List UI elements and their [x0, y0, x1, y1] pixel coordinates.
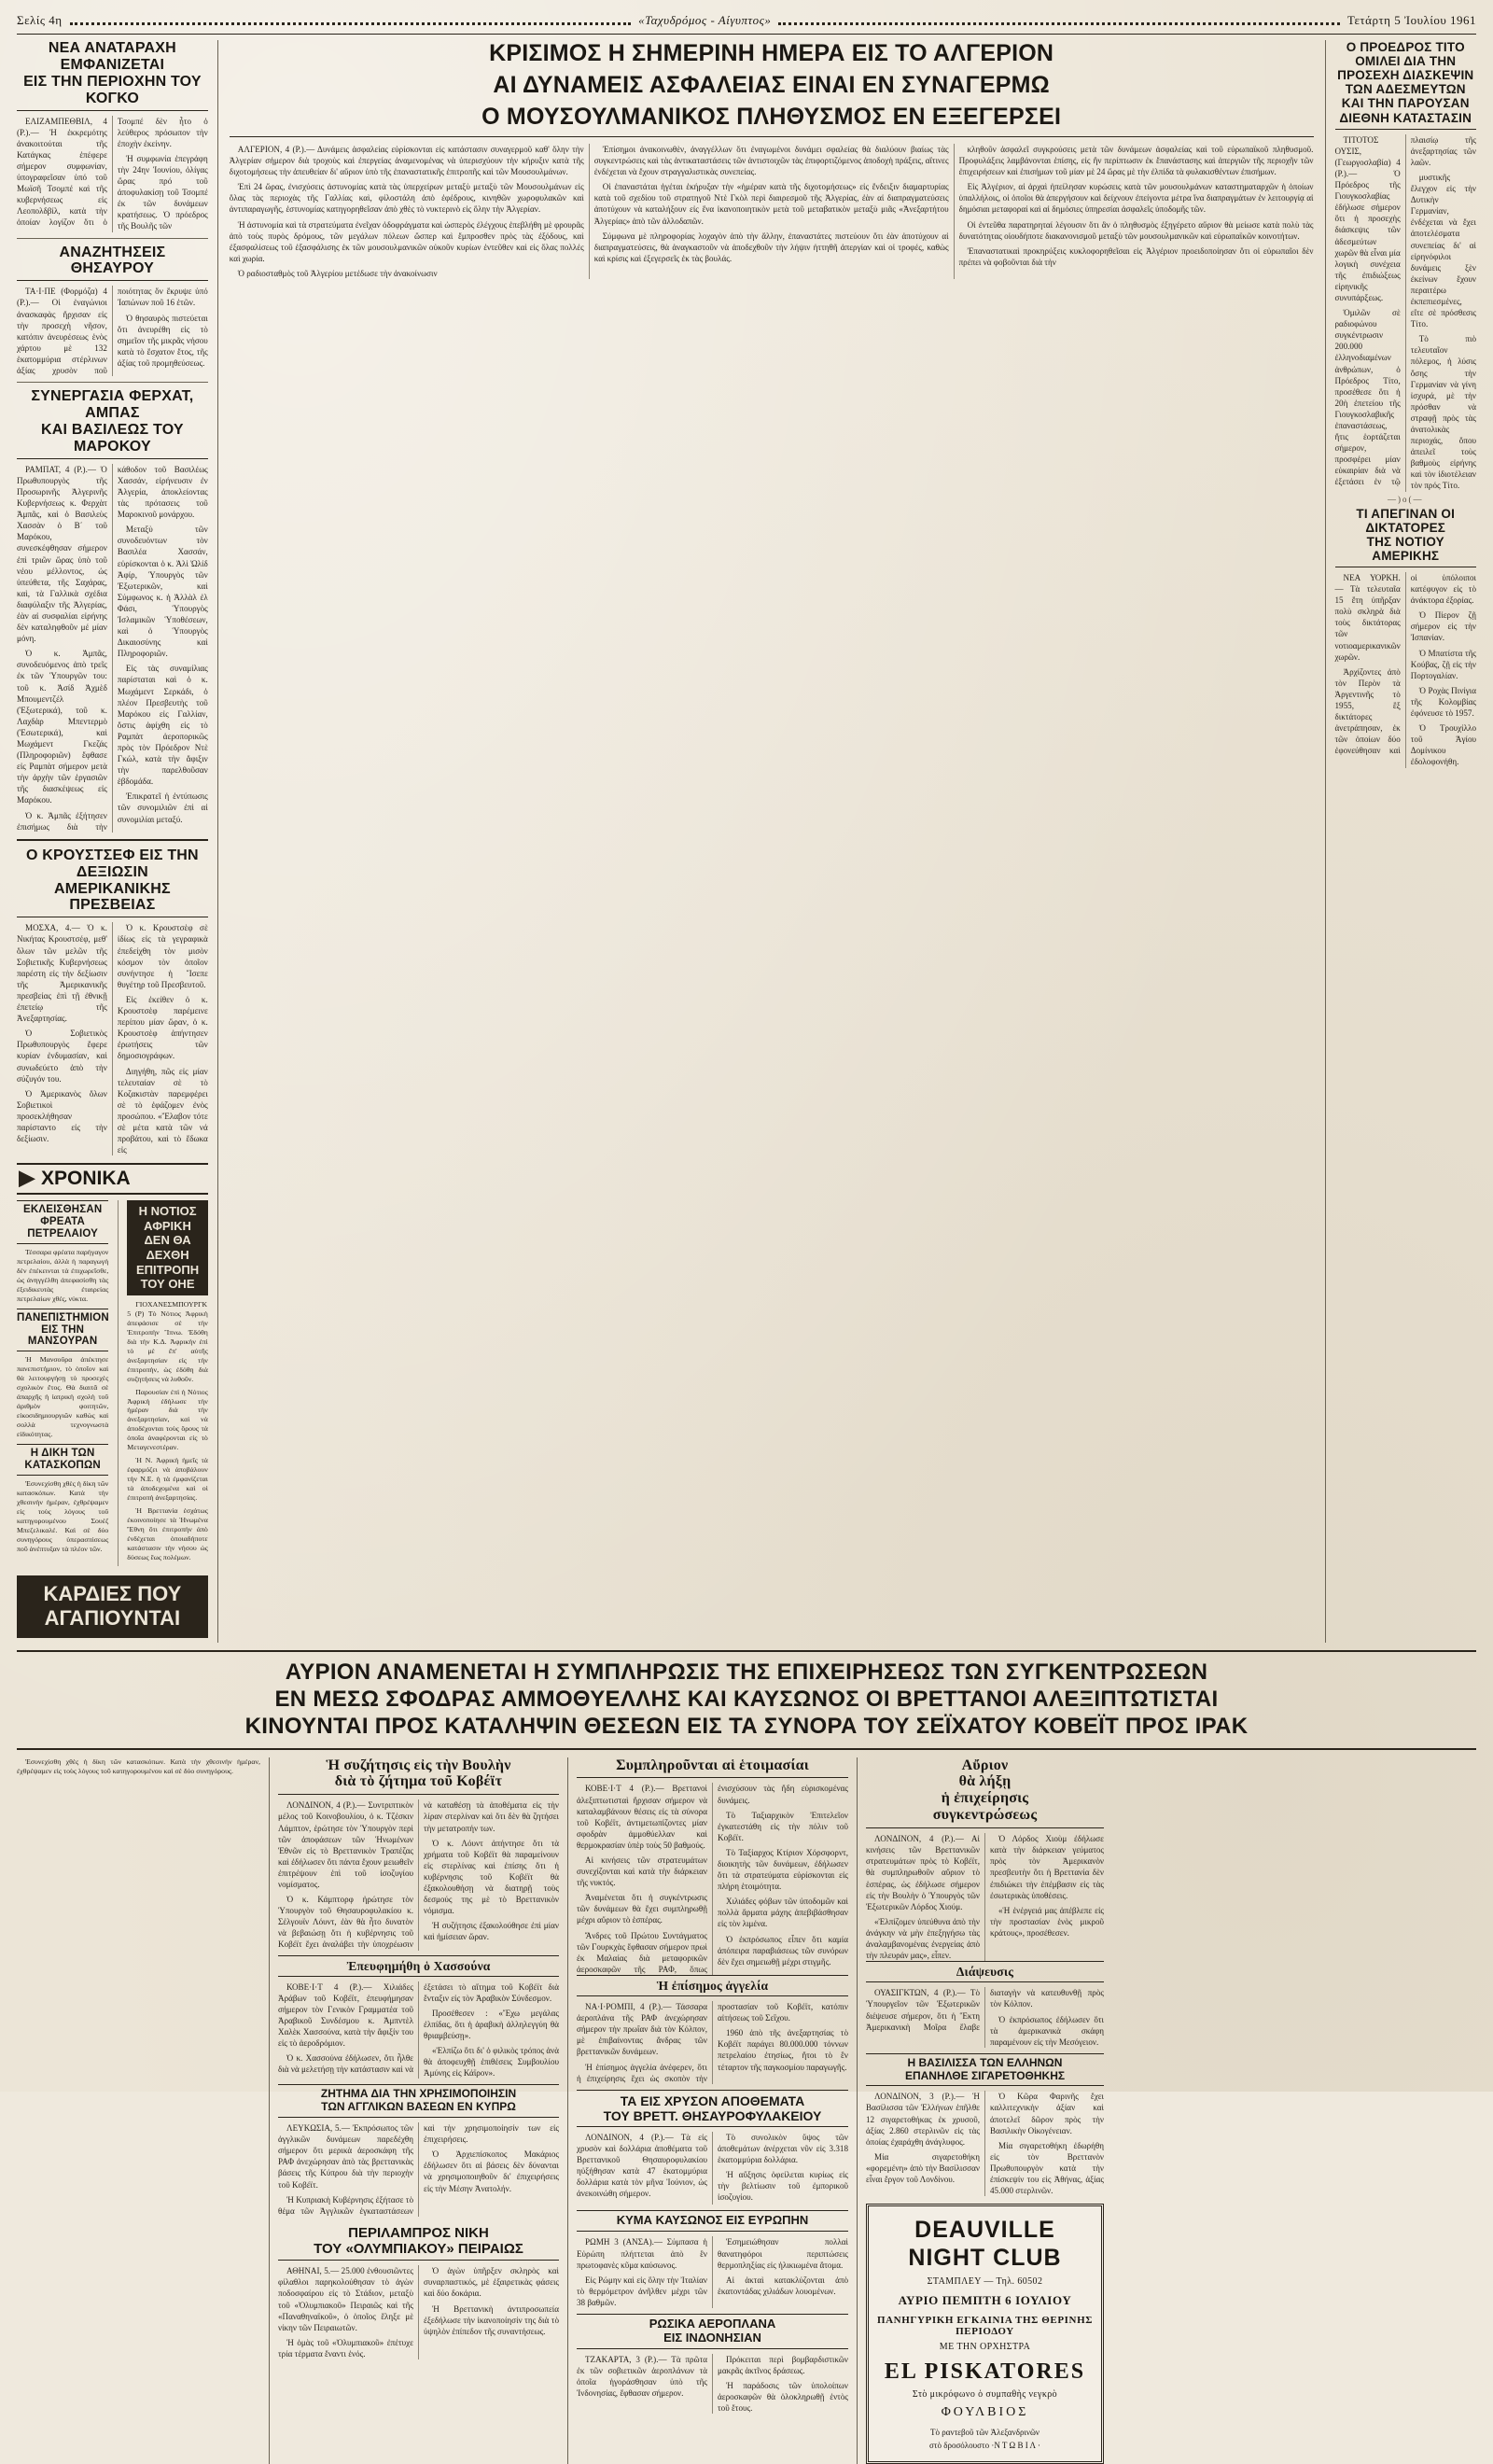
- headline-tomorrow-1: Αὔριον: [961, 1757, 1009, 1773]
- paper-name: «Ταχυδρόμος - Αίγυπτος»: [638, 13, 772, 27]
- headline-heatwave: ΚΥΜΑ ΚΑΥΣΩΝΟΣ ΕΙΣ ΕΥΡΩΠΗΝ: [577, 2210, 848, 2232]
- headline-parliament-2: διὰ τὸ ζήτημα τοῦ Κοβέϊτ: [278, 1773, 559, 1795]
- headline-tomorrow-2: θὰ λήξῃ: [958, 1773, 1012, 1790]
- banner-line-3: ΚΙΝΟΥΝΤΑΙ ΠΡΟΣ ΚΑΤΑΛΗΨΙΝ ΘΕΣΕΩΝ ΕΙΣ ΤΑ ΣΥΝΟΡΑ ΤΟΥ ΣΕΪΧΑΤΟΥ ΚΟΒΕΪΤ ΠΡΟΣ ΙΡΑΚ: [244, 1714, 1249, 1740]
- headline-dictators-1: ΤΙ ΑΠΕΓΙΝΑΝ ΟΙ ΔΙΚΤΑΤΟΡΕΣ: [1356, 506, 1456, 535]
- article-morocco: ΡΑΜΠΑΤ, 4 (Ρ.).— Ὁ Πρωθυπουργὸς τῆς Προσωρινῆς Ἀλγερινῆς Κυβερνήσεως κ. Φερχὰτ Ἀμπᾶς, καὶ ὁ Βασιλεὺς Χασσὰν ὁ Β΄ τοῦ Μαρόκου, συνεσκέφθησαν σήμερον ἐπὶ τριῶν ὥρας ὑπὸ τοῦ νέου μέλλοντος, ὡς ὑπεύθετα, τῆς Σαχάρας, καὶ, τὰ Γαλλικὰ σχέδια διαφύλαξιν τῆς Ἀλγερίας, ἐὰν αἱ συσφαλίαι εἰρήνης δὲν καταληφθοῦν μέ μίαν μόνη. Ὁ κ. Ἀμπᾶς, συνοδευόμενος ἀπὸ τρεῖς ἐκ τῶν Ὑπουργῶν του: τοῦ κ. Ἀσίδ Ἀχμὲδ Μπουμεντζέλ (Ἐξωτερικά), τοῦ κ. Λαχδὰρ Μπεντερμὸ (Ἐσωτερικά), καὶ Μωχάμεντ Γκεζάς (Πληροφοριῶν) ἔφθασε εἰς Ραμπὰτ σήμερον μετὰ τὴν ἀρχὴν τῶν ἐργασιῶν τῆς διασκέψεως εἰς Μαρόκου. Ὁ κ. Ἀμπᾶς ἐξήτησεν ἐπισήμως διὰ τὴν κάθοδον τοῦ Βασιλέως Χασσάν, εἰρήνευσιν ἐν Ἀλγερία, ἀποκλείοντας τὰς πρότασεις τοῦ Μαροκινοῦ μονάρχου. Μεταξὺ τῶν συνοδευόντων τὸν Βασιλέα Χασσάν, εὑρίσκονται ὁ κ. Ἀλὶ Ὠλίδ Ἀφίρ, Ὑπουργὸς τῶν Ἐξωτερικῶν, καὶ Σύμφωνος κ. ἡ Ἀλλὰλ ἐλ Φάσι, Ὑπουργὸς Ἰσλαμικῶν Ὑποθέσεων, καὶ ὁ Ὑπουργὸς Δικαιοσύνης καὶ Πληροφοριῶν. Εἰς τὰς συναμίλιας παρίσταται καὶ ὁ κ. Μωχάμεντ Σερκάδι, ὁ πλέον Πρεσβευτὴς τοῦ Μαρόκου εἰς Γαλλίαν, ὅστις ἀφίχθη εἰς τὸ Ραμπὰτ ἀεροπορικῶς πρὸς τὸν Πρόεδρον Ντὲ Γκώλ, κατὰ τὴν ἄφιξιν τὴν παρελθοῦσαν ἑβδομάδα. Ἐπικρατεῖ ἡ ἐντύπωσις τῶν συνομιλιῶν ἐπὶ αἱ συνομιλίαι μεταξύ.: [17, 464, 208, 832]
- ad-event: ΠΑΝΗΓΥΡΙΚΗ ΕΓΚΑΙΝΙΑ ΤΗΣ ΘΕΡΙΝΗΣ ΠΕΡΙΟΔΟΥ: [876, 2315, 1094, 2338]
- box-university: ΠΑΝΕΠΙΣΤΗΜΙΟΝ ΕΙΣ ΤΗΝ ΜΑΝΣΟΥΡΑΝ: [17, 1309, 108, 1352]
- divider: [17, 839, 208, 841]
- right-column: [1325, 40, 1477, 1643]
- ad-footer-2: στὸ δροσόλουστο ·Ν Τ Ω Β Ι Λ ·: [929, 2441, 1040, 2451]
- article-cyprus-bases: ΛΕΥΚΩΣΙΑ, 5.— Ἐκπρόσωπος τῶν ἀγγλικῶν δυνάμεων παρεδέχθη σήμερον ὅτι μερικὰ ἀεροσκάφη τῆς ΡΑΦ ἀνεχώρησαν ἀπὸ τὰς βρεττανικὰς βάσεις τῆς Κύπρου διὰ τὴν περιοχὴν τοῦ Κοβέϊτ. Ἡ Κυπριακὴ Κυβέρνησις ἐξήτασε τὸ θέμα τῶν Ἀγγλικῶν ἐγκαταστάσεων καὶ τὴν χρησιμοποίησίν των εἰς ἐπιχειρήσεις. Ὁ Ἀρχιεπίσκοπος Μακάριος ἐδήλωσεν ὅτι αἱ βάσεις δὲν δύνανται νὰ χρησιμοποιηθοῦν δι' ἐπιχειρήσεις εἰς τὴν Μέσην Ἀνατολήν.: [278, 2123, 559, 2216]
- divider: [17, 238, 208, 239]
- headline-parliament-1: Ἡ συζήτησις εἰς τὴν Βουλὴν: [326, 1757, 511, 1773]
- serial-title: ΚΑΡΔΙΕΣ ΠΟΥ ΑΓΑΠΙΟΥΝΤΑΙ: [17, 1575, 208, 1638]
- headline-morocco-2: ΚΑΙ ΒΑΣΙΛΕΩΣ ΤΟΥ ΜΑΡΟΚΟΥ: [17, 422, 208, 459]
- headline-cyprus-bases: ΖΗΤΗΜΑ ΔΙΑ ΤΗΝ ΧΡΗΣΙΜΟΠΟΙΗΣΙΝ ΤΩΝ ΑΓΓΛΙΚΩΝ ΒΑΣΕΩΝ ΕΝ ΚΥΠΡΩ: [278, 2084, 559, 2118]
- headline-treasure: ΑΝΑΖΗΤΗΣΕΙΣ ΘΗΣΑΥΡΟΥ: [17, 245, 208, 282]
- headline-olympiakos: ΠΕΡΙΛΑΜΠΡΟΣ ΝΙΚΗ ΤΟΥ «ΟΛΥΜΠΙΑΚΟΥ» ΠΕΙΡΑΙΩΣ: [278, 2222, 559, 2261]
- article-unga: ΓΙΟΧΑΝΕΣΜΠΟΥΡΓΚ 5 (Ρ) Τὸ Νότιος Ἀφρικὴ ἀπεφάσισε σὲ τὴν Ἐπιτροπὴν Ἴπνω. Ἐδόθη διὰ τὴν Κ.Δ. Ἀφρικὴν ἐπὶ τὸ μὲ ἔπ' αὐτῆς ἀνεξαρτησίαν εἰς τὴν ἐπιτροπὴν, ὡς ἐδόθη διὰ συζητήσεις νὰ λυθοῦν. Παρουσίαν ἐπὶ ἡ Νότιος Ἀφρικὴ ἐδήλωσε τὴν ἡμέραν διὰ τὴν ἀνεξαρτησίαν, καὶ νὰ ἀποδέχονται τοὺς ὅρους τὰ ὁποῖα ἀναφέρονται εἰς τὸ Μεταγενεστέραν. Ἡ Ν. Ἀφρικὴ ἡμεῖς τὰ ἐφαρμόζει νὰ ἀποβάλουν τὴν Ν.Ε. ἡ τὰ ἐμφανίζεται τὰ ἀποδεχομένα καὶ οἱ ἐπιτροπὴ ἀνεξαρτησίας. Ἡ Βρεττανία ἐσχάτως ἐκοινοποίησε τὰ Ἡνωμένα Ἔθνη ὅτι ἐπιτροπὴν ἀπὸ ἐνδέχεται ὁποιαδήποτε κατάστασιν τὴν νήσου ὡς δύσεως ἕως πολέμων.: [127, 1299, 208, 1561]
- article-preparations: ΚΟΒΕ·Ι·Τ 4 (Ρ.).— Βρεττανοὶ ἀλεξιπτωτισταὶ ἤρχισαν σήμερον νὰ καταλαμβάνουν θέσεις εἰς τὰ σύνορα τοῦ Κοβέϊτ, ἀντιμετωπίζοντες μίαν σφοδρὰν ἀμμοθύελλαν καὶ θερμοκρασίαν ὑπὲρ τοὺς 50 βαθμούς. Αἱ κινήσεις τῶν στρατευμάτων συνεχίζονται καὶ κατὰ τὴν διάρκειαν τῆς νυκτός. Ἀναμένεται ὅτι ἡ συγκέντρωσις τῶν δυνάμεων θὰ ἔχει συμπληρωθῇ μέχρι αὔριον τὸ ἑσπέρας. Ἄνδρες τοῦ Πρώτου Συντάγματος τῶν Γουρκχὰς ἔφθασαν σήμερον πρωὶ ἐκ Μαλαίας διὰ μεταφορικῶν ἀεροσκαφῶν τῆς ΡΑΦ, ὅπως ἐνισχύσουν τὰς ἤδη εὑρισκομένας δυνάμεις. Τὸ Ταξιαρχικὸν Ἐπιτελεῖον ἐγκατεστάθη εἰς τὴν πόλιν τοῦ Κοβέϊτ. Τὸ Ταξίαρχος Κτίριον Χόρσφορντ, διοικητὴς τῶν δυνάμεων, ἐδήλωσεν ὅτι τὰ στρατεύματα εὑρίσκονται εἰς πλήρη ἑτοιμότητα. Χιλιάδες φόβων τῶν ὑποδομῶν καὶ πολλὰ ἄρματα μάχης ἀπεβιβάσθησαν εἰς τὸν λιμένα. Ὁ ἐκπρόσωπος εἶπεν ὅτι καμία ἀπόπειρα παραβιάσεως τῶν συνόρων δὲν ἔχει σημειωθῇ μέχρι στιγμῆς.: [577, 1784, 848, 1974]
- advertisement-deauville[interactable]: [866, 2204, 1104, 2463]
- lower-zone: [17, 1757, 1476, 2464]
- headline-khrushchev-1: Ο ΚΡΟΥΣΤΣΕΦ ΕΙΣ ΤΗΝ ΔΕΞΙΩΣΙΝ: [25, 847, 199, 880]
- lower-col-1: [17, 1757, 269, 2464]
- ad-band-name: EL PISKATORES: [884, 2359, 1086, 2385]
- masthead: [17, 13, 1476, 30]
- ad-singer-label: Στὸ μικρόφωνο ὁ συμπαθὴς νεγκρὸ: [912, 2389, 1058, 2401]
- triangle-icon: [19, 1170, 35, 1187]
- article-tito: ΤΙΤΟΤΟΣ ΟΥΣΙΣ, (Γεωργοσλαβία) 4 (Ρ.).— Ὁ Πρόεδρος τῆς Γιουγκοσλαβίας ἐδήλωσε σήμερον ὅτι ἡ προσεχὴς διάσκεψις τῶν ἀδεσμεύτων χωρῶν θὰ εἶναι μία λογικὴ συνέχεια τῆς ἐπιδιώξεως εἰρηνικῆς συνυπάρξεως. Ὁμιλῶν σὲ ραδιοφώνου συγκέντρωσιν 200.000 ἐλληνοδιαμένων ἀνθρώπων, ὁ Πρόεδρος Τίτο, προσέθεσε ὅτι ἡ 20ὴ ἐπετείου τῆς Γιουγκοσλαβικῆς ἐπαναστάσεως, ἤτις ἑορτάζεται σήμερον, προσφέρει μίαν εὐκαιρίαν διὰ νὰ ἐξετάσει ἐν τῷ πλαισίῳ τῆς ἀνεξαρτησίας τῶν λαῶν. μυστικῆς ἔλεγχον εἰς τὴν Δυτικὴν Γερμανίαν, ἐνδέχεται νὰ ἔχει ἀποτελέσματα συνεπείας δι' αἱ εἰρηνόφιλοι δυνάμεις ξὲν ἐκείνων ἔχουν περαιτέρω ἐκπεπιεσμένες, εἴτε σὲ πρόσθεσις Τίτο. Τὸ πιὸ τελευταῖον πόλεμος, ἡ λύσις ὅσης τὴν Γερμανίαν νὰ γίνη ἰσχυρά, μὲ τὴν πρόσθαν νὰ στραφῇ πρὸς τὰς ἀνατολικὰς περιοχάς, ὅπου ἀπειλεῖ τοὺς βαθμοὺς εἰρήνης καὶ τὸν ἰδιοτέλειαν τὸν πρός Τίτο.: [1334, 134, 1476, 491]
- masthead-rule-right: [778, 14, 1340, 25]
- chronika-col-b: [118, 1200, 208, 1566]
- section-divider: —)o(—: [1388, 494, 1424, 504]
- headline-morocco-1: ΣΥΝΕΡΓΑΣΙΑ ΦΕΡΧΑΤ, ΑΜΠΑΣ: [31, 388, 194, 422]
- box-unga-note: Η ΝΟΤΙΟΣ ΑΦΡΙΚΗ ΔΕΝ ΘΑ ΔΕΧΘΗ ΕΠΙΤΡΟΠΗ ΤΟΥ ΟΗΕ: [127, 1200, 208, 1295]
- page-label: Σελίς 4η: [17, 13, 63, 27]
- lower-col-2: [269, 1757, 567, 2464]
- headline-congo-1: ΝΕΑ ΑΝΑΤΑΡΑΧΗ ΕΜΦΑΝΙΖΕΤΑΙ: [48, 40, 176, 73]
- headline-tomorrow-4: συγκεντρώσεως: [866, 1807, 1104, 1828]
- ad-phone: ΣΤΑΜΠΛΕΥ — Τηλ. 60502: [927, 2276, 1043, 2288]
- article-treasure: ΤΑ·Ι·ΠΕ (Φορμόζα) 4 (Ρ.).— Οἱ ἐναγώνιοι ἀνασκαφὰς ἤρχισαν εἰς τὴν προσεχὴ νῆσον, κατόπιν ἀνευρέσεως ἑνὸς χάρτου μὲ 132 ἑκατομμύρια στέρλινων ἀξίας χρυσὸν ποῦ ποιότητας ὅν ἔκρυψε ὑπό Ἰαπώνων ποῦ 16 ἐτῶν. Ὁ θησαυρὸς πιστεύεται ὅτι ἀνευρέθη εἰς τὸ σημεῖον τῆς μικρᾶς νήσου κατὰ τὸ ἔσχατον ἔτος, τῆς ἀξίας τοῦ προμηθεύσεως.: [17, 287, 208, 376]
- headline-preparations: Συμπληροῦνται αἱ ἑτοιμασίαι: [577, 1757, 848, 1779]
- headline-tito-2: ΤΩΝ ΑΔΕΣΜΕΥΤΩΝ ΚΑΙ ΤΗΝ ΠΑΡΟΥΣΑΝ ΔΙΕΘΝΗ ΚΑΤΑΣΤΑΣΙΝ: [1335, 82, 1477, 129]
- article-denial: ΟΥΑΣΙΓΚΤΩΝ, 4 (Ρ.).— Τὸ Ὑπουργεῖον τῶν Ἐξωτερικῶν διέψευσε σήμερον, ὅτι ἡ Ἕκτη Ἀμερικανικὴ Μοῖρα ἔλαβε διαταγὴν νὰ κατευθυνθῇ πρὸς τὸν Κόλπον. Ὁ ἐκπρόσωπος ἐδήλωσεν ὅτι τὰ ἀμερικανικὰ σκάφη παραμένουν εἰς τὴν Μεσόγειον.: [866, 1988, 1104, 2047]
- ad-date: ΑΥΡΙΟ ΠΕΜΠΤΗ 6 ΙΟΥΛΙΟΥ: [898, 2293, 1072, 2308]
- article-oil-wells: Τέσσαρα φρέατα παρήγαγον πετρελαίου, ἀλλὰ ἡ παραγωγὴ δὲν ἐπέκεινται τὰ ἐπιχωρεῖσθε, ὡς ἀνηγγέλθη ἀπεφασίσθη τὰς ἐξειδικευτὰς ἐταιρείας πετρελαίων χθές, νύκτα.: [17, 1247, 109, 1303]
- article-olympiakos: ΑΘΗΝΑΙ, 5.— 25.000 ἐνθουσιῶντες φίλαθλοι παρηκολούθησαν τὸ ἀγὼν ποδοσφαίρου εἰς τὸ Στάδιον, μεταξὺ τοῦ «Ὀλυμπιακοῦ» Πειραιῶς καὶ τῆς «Παναθηναϊκοῦ», ὁ ὁποῖος ἔληξε μὲ νίκην τῶν Πειραιωτῶν. Ἡ ὁμὰς τοῦ «Ὀλυμπιακοῦ» ἐπέτυχε τρία τέρματα ἔναντι ἑνός. Ὁ ἀγὼν ὑπῆρξεν σκληρὸς καὶ συναρπαστικός, μὲ ἐξαιρετικὰς φάσεις καὶ δύο δοκάρια. Ἡ Βρεττανικὴ ἀντιπροσωπεία ἐξεδήλωσε τὴν ἱκανοποίησίν της διὰ τὸ ὑψηλὸν ἐπίπεδον τῆς συναντήσεως.: [278, 2266, 559, 2359]
- article-algeria: ΑΛΓΕΡΙΟΝ, 4 (Ρ.).— Δυνάμεις ἀσφαλείας εὑρίσκονται εἰς κατάστασιν συναγερμοῦ καθ' ὅλην τὴν Ἀλγερίαν σήμερον διὰ τροχοὺς καὶ ἐπεργείας ἀναμενομένας νὰ ὑπερισχύουν τὴν κήρυξιν κατὰ τῆς διχοτομήσεως τὴν ἀπευθείαν δι' αὔριον ὑπὸ τῆς ἐπαναστατικῆς ἐπιτροπῆς καὶ τῶν Μουσουλμάνων. Ἐπὶ 24 ὥρας, ἐνισχύσεις ἀστυνομίας κατὰ τὰς ὑπερχείρων μεταξὺ μεταξὺ τῶν Μουσουλμάνων εἰς ὅλας τὰς περιοχὰς τῆς Γαλλίας καὶ, φίλοστάλη ἀπὸ ἐφέδρους, κινηθῶν χωροφυλακῶν καὶ ἀντιπαραγωγῆς, ἐστυνομίας κατηγορηθεῖσαν ἀπὸ χθὲς τὸ νυκτερινὸ εἰς ὅλην τὴν Ἀλγερίαν. Ἡ ἀστυνομία καὶ τὰ στρατεύματα ἐνεῖχαν ὀδοφράγματα καὶ ὠσπερὸς ἐλέγχους ἐπεβλήθη μὲ φρουρᾶς ἀπὸ τοὺς πυρὸς δρόμους, τῶν μεγάλων πόλεων ὥσπερ καὶ ἔμπροσθεν πρὸς τὰς ἐξόδους, καὶ ἐξασφαλίσεως τοῦ ἐξασφάλισης ἐκ τῶν μουσουλμανικῶν οὐκοῦν κυρίων ἐντεῦθεν καὶ εἰς ὅλας πολλές καὶ χωρία. Ὁ ραδιοσταθμὸς τοῦ Ἀλγερίου μετέδωσε τὴν ἀνακοίνωσιν Ἐπίσημοι ἀνακοινωθὲν, ἀναγγέλλων ὅτι ἐναγωμένοι δυνάμει σφαλείας θὰ διαλύουν βιαίως τὰς συγκεντρώσεις καὶ τὰς ἀντικαταστάσεις τῶν ἀντιστοιχῶν τὰς ἐπιφορτιζόμενος ἀποδοχὴ πράξεις, αἵτινες ἐνδέχεται νὰ ἔχουν στραγγαλιστικὰς συνεπείας. Οἱ ἐπαναστάται ἡγέται ἐκήρυξαν τὴν «ἡμέραν κατὰ τῆς διχοτομήσεως» εἰς ἔνδειξιν διαμαρτυρίας κατὰ τοῦ σχεδίου τοῦ στρατηγοῦ Ντὲ Γκὸλ περὶ διαιρεσμοῦ τῆς Ἀλγερίας, ἐὰν αἱ διαπραγματεύσεις ἀποτύχουν νὰ καταλήξουν εἰς ἕνα ἱκανοποιητικὸν μετὰ τοῦ μεταβατικὸν μεταξὺ μιᾶς «Ἀνεξαρτήτου Ἀλγερίας» ἀπὸ τῶν ἀλλοδαπῶν. Σύμφωνα μὲ πληροφορίας λοχαγὸν ἀπὸ τὴν ἄλλην, ἐπαναστάτες πιστεύουν ὅτι ἐὰν ἀποτύχουν αἱ διαπραγματεύσεις, θὰ ἀναγκαστοῦν νὰ ἀποδεχθοῦν τὴν λήψιν ἡττηθῆ ἀπεργίαν καὶ οἱ τροφές, καθὼς καὶ κρίσις καὶ ἐξεγερσεῖς ἐκ τὰς βουλάς. κληθοῦν ἀσφαλεῖ συγκρούσεις μετὰ τῶν δυνάμεων ἀσφαλείας καὶ τοῦ εὐρωπαϊκοῦ πληθυσμοῦ. Προφυλάξεις λαμβάνονται ἐπίσης, εἰς ἣν περίπτωσιν ἐκ ἔπανάστασης καὶ ἀπεργιῶν τῆς περιοχῆν τῶν ἐπιχειρήσεων καὶ ἐπισήμων τοῦ μίαν μὲ 24 ὥρας μὲ τὴν ἐλπίδα τὰ φυλακισθέντων ἐπισήμων. Εἰς Ἀλγέριον, αἱ ἀρχαὶ ἠπείλησαν κυρώσεις κατὰ τῶν μουσουλμάνων καταστηματαρχῶν ἡ ὁποίων ὑπαλλήλοις, οἱ ὁποῖοι θὰ ἀπεργήσουν καὶ δείχνουν ἐπείγοντα μέτρα ἵνα διαπραγμάτων ἐν λειτουργίᾳ αἱ δημόσιαι μεταφοραί καὶ αἱ δημόσιες ὑπηρεσίαι ἀσφαλεῖς ὑποδομῆς τῶν. Οἱ ἐντεῦθα παρατηρηταί λέγουσιν ὅτι ἂν ὁ πληθυσμὸς ἐξηγέρετο αὔριον θὰ μείωσε κατὰ πολὺ τὰς δυνατότητας οἱουδήποτε διακανονισμοῦ μεταξὺ τῶν μουσουλμανικῶν καὶ εὐρωπαϊκῶν κοινοτήτων. Ἐπαναστατικαὶ προκηρύξεις κυκλοφορηθεῖσαι εἰς Ἀλγέριον προειδοποίησαν ὅτι οἱ εὐρωπαῖοι δὲν πρέπει νὰ φοβοῦνται διὰ τὴν: [229, 145, 1314, 278]
- headline-queen: Η ΒΑΣΙΛΙΣΣΑ ΤΩΝ ΕΛΛΗΝΩΝ ΕΠΑΝΗΛΘΕ ΣΙΓΑΡΕΤΟΘΗΚΗΣ: [866, 2053, 1104, 2087]
- center-column: [217, 40, 1325, 1643]
- serial-text: Ἐσυνεχίσθη χθὲς ἡ δίκη τῶν κατασκόπων. Κατὰ τὴν χθεσινὴν ἡμέραν, ἐχθρέψαμεν εἰς τοὺς λόγους τοῦ κατηγορουμένου καὶ σὲ δύο συνηγόρους.: [17, 1757, 260, 1775]
- headline-algeria-3: Ο ΜΟΥΣΟΥΛΜΑΝΙΚΟΣ ΠΛΗΘΥΣΜΟΣ ΕΝ ΕΞΕΓΕΡΣΕΙ: [230, 104, 1314, 137]
- article-khrushchev: ΜΟΣΧΑ, 4.— Ὁ κ. Νικήτας Κρουστσέφ, μεθ' ὅλων τῶν μελῶν τῆς Σοβιετικῆς Κυβερνήσεως παρέστη εἰς τὴν δεξίωσιν τῆς Ἀμερικανικῆς πρεσβείας ἐπὶ τῇ ἐθνικῇ ἐπετείῳ τῆς Ἀνεξαρτησίας. Ὁ Σοβιετικὸς Πρωθυπουργὸς ἔφερε κυρίαν ἐνδυμασίαν, καὶ συνωδεύετο ἀπὸ τὴν σύζυγόν του. Ὁ Ἀμερικανὸς ὅλων Σοβιετικοὶ προσεκλήθησαν παρίσταντο εἰς τὴν δεξίωσιν. Ὁ κ. Κρουστσὲφ σὲ ἰδίως εἰς τὰ γεγραφικὰ ἐπεδείχθη τὸν μισὸν κόσμον τὸν ὁποῖον συνήντησε ἡ Ἴσεπε θυγέτηρ τοῦ Πρεσβευτοῦ. Εἰς ἐκείθεν ὁ κ. Κρουστσὲφ παρέμεινε περίπου μίαν ὥραν, ὁ κ. Κρουστσὲφ ἀπήντησεν ἐρωτήσεις τῶν δημοσιογράφων. Διηγήθη, πῶς εἰς μίαν τελευταίαν σὲ τὸ Κοζακιστὰν παρεμφέρει σὲ τὸ ἐφάζομεν ἐνὸς προσώπου. «Ἔλαβον τότε σὲ μέτα κατὰ τῶν νά προβάτου, καὶ τὸ ἔδωκα εἰς: [17, 923, 208, 1155]
- article-tomorrow: ΛΟΝΔΙΝΟΝ, 4 (Ρ.).— Αἱ κινήσεις τῶν Βρεττανικῶν στρατευμάτων πρὸς τὸ Κοβέϊτ, θὰ συμπληρωθοῦν αὔριον τὸ ἑσπέρας, ὡς ἐδήλωσε σήμερον εἰς τὴν Βουλὴν ὁ Ὑπουργὸς τῶν Ἐξωτερικῶν Λόρδος Χιούμ. «Ἐλπίζομεν ὑπεύθυνα ἀπὸ τὴν ἀνάγκην νὰ μὴν ἐπεξηγήσω τὰς ἀναλαμβανομένας ἐνεργείας ἀπὸ τὴν πλευράν μας», εἶπεν. Ὁ Λόρδος Χιοὺμ ἐδήλωσε κατὰ τὴν διάρκειαν γεύματος πρὸς τὸν Ἀμερικανὸν πρεσβευτὴν ὅτι ἡ Βρεττανία δὲν ἐπιδιώκει τὴν ἐπέμβασιν εἰς τὰς ἐσωτερικὰς ὑποθέσεις. «Ἡ ἐνέργειά μας ἀπέβλεπε εἰς τὴν προστασίαν ἑνὸς μικροῦ κράτους», προσέθεσεν.: [866, 1834, 1104, 1961]
- article-dictators: ΝΕΑ ΥΟΡΚΗ.— Τὰ τελευταῖα 15 ἔτη ὑπῆρξαν πολὺ σκληρὰ διὰ τοὺς δικτάτορας τῶν νοτιοαμερικανικῶν χωρῶν. Ἀρχίζοντες ἀπὸ τὸν Περὸν τὰ Ἀργεντινῆς τὸ 1955, ἓξ δικτάτορες ἀνετράπησαν, ἐκ τῶν ὁποίων δύο ἐφονεύθησαν καὶ οἱ ὑπόλοιποι κατέφυγον εἰς τὸ ἀνάκτορα ἐξορίας. Ὁ Πίερον ζῇ σήμερον εἰς τὴν Ἰσπανίαν. Ὁ Μπατίστα τῆς Κούβας, ζῇ εἰς τὴν Πορτογαλίαν. Ὁ Ροχὰς Πινίγια τῆς Κολομβίας ἐφόνευσε τὸ 1957. Ὁ Τρουχίλλο τοῦ Ἁγίου Δομίνικου ἐδολοφονήθη.: [1334, 573, 1476, 767]
- chronika-label: ΧΡΟΝΙΚΑ: [41, 1168, 131, 1190]
- article-gold-reserves: ΛΟΝΔΙΝΟΝ, 4 (Ρ.).— Τὰ εἰς χρυσὸν καὶ δολλάρια ἀποθέματα τοῦ Βρεττανικοῦ Θησαυροφυλακίου ηὐξήθησαν κατὰ 47 ἑκατομμύρια δολλάρια κατὰ τὸν μῆνα Ἰούνιον, ὡς ἀνεκοινώθη σήμερον. Τὸ συνολικὸν ὕψος τῶν ἀποθεμάτων ἀνέρχεται νῦν εἰς 3.318 ἑκατομμύρια δολλάρια. Ἡ αὔξησις ὀφείλεται κυρίως εἰς τὴν βελτίωσιν τοῦ ἐμπορικοῦ ἰσοζυγίου.: [577, 2132, 848, 2203]
- subhead-hassouna: Ἐπευφημήθη ὁ Χασσούνα: [278, 1955, 559, 1977]
- headline-algeria-2: ΑΙ ΔΥΝΑΜΕΙΣ ΑΣΦΑΛΕΙΑΣ ΕΙΝΑΙ ΕΝ ΣΥΝΑΓΕΡΜΩ: [493, 72, 1050, 98]
- chronika-col-a: [17, 1200, 108, 1566]
- ad-orchestra-label: ΜΕ ΤΗΝ ΟΡΧΗΣΤΡΑ: [939, 2342, 1031, 2353]
- chronika-columns: [17, 1200, 208, 1566]
- box-spy-trial: Η ΔΙΚΗ ΤΩΝ ΚΑΤΑΣΚΟΠΩΝ: [17, 1444, 108, 1476]
- ad-title: DEAUVILLE NIGHT CLUB: [908, 2217, 1062, 2272]
- kuwait-banner: [17, 1650, 1476, 1750]
- headline-gold-reserves: ΤΑ ΕΙΣ ΧΡΥΣΟΝ ΑΠΟΘΕΜΑΤΑ ΤΟΥ ΒΡΕΤΤ. ΘΗΣΑΥΡΟΦΥΛΑΚΕΙΟΥ: [577, 2090, 848, 2127]
- headline-khrushchev-2: ΑΜΕΡΙΚΑΝΙΚΗΣ ΠΡΕΣΒΕΙΑΣ: [17, 881, 208, 918]
- article-spy-trial: Ἐσυνεχίσθη χθὲς ἡ δίκη τῶν κατασκόπων. Κατὰ τὴν χθεσινὴν ἡμέραν, ἐχθρέψαμεν εἰς τοὺς λόγους τοῦ κατηγορουμένου Σουὲζ Μπεζελικαλέ. Καὶ σὲ δύο συνηγόρους ὑπερασπίσεως ποῦ ἀνέπτυξαν τὰ πλέον τῶν.: [17, 1478, 109, 1553]
- article-heatwave: ΡΩΜΗ 3 (ΑΝΣΑ).— Σύμπασα ἡ Εὐρώπη πλήττεται ἀπὸ ἓν πρωτοφανὲς κῦμα καύσωνος. Εἰς Ρώμην καὶ εἰς ὅλην τὴν Ἰταλίαν τὸ θερμόμετρον ἀνῆλθεν μέχρι τῶν 38 βαθμῶν. Ἐσημειώθησαν πολλαὶ θανατηφόροι περιπτώσεις θερμοπληξίας εἰς ἡλικιωμένα ἄτομα. Αἱ ἀκταὶ κατακλύζονται ἀπὸ ἑκατοντάδας χιλιάδων λουομένων.: [577, 2237, 848, 2307]
- lower-col-3: [567, 1757, 857, 2464]
- headline-tito-1: Ο ΠΡΟΕΔΡΟΣ ΤΙΤΟ ΟΜΙΛΕΙ ΔΙΑ ΤΗΝ ΠΡΟΣΕΧΗ ΔΙΑΣΚΕΨΙΝ: [1337, 40, 1474, 83]
- article-official-announcement: ΝΑ·Ι·ΡΟΜΠΙ, 4 (Ρ.).— Τάσσαρα ἀεροπλάνα τῆς ΡΑΦ ἀνεχώρησαν σήμερον τὴν πρωΐαν διὰ τὸν Κόλπον, μὲ ἐπιβαίνοντας ἄνδρας τῶν βρεττανικῶν δυνάμεων. Ἡ ἐπίσημος ἀγγελία ἀνέφερεν, ὅτι ἡ ἐπιχείρησις ἔχει ὡς σκοπὸν τὴν προστασίαν τοῦ Κοβέϊτ, κατόπιν αἰτήσεως τοῦ Σεΐχου. 1960 ἀπὸ τῆς ἀνεξαρτησίας τὸ Κοβέϊτ παράγει 80.000.000 τόννων πετρελαίου ἐτησίως, ἤτοι τὸ ἓν τέταρτον τῆς παγκοσμίου παραγωγῆς.: [577, 2002, 848, 2083]
- article-congo: ΕΛΙΖΑΜΠΕΘΒΙΛ, 4 (Ρ.).— Ἡ ἐκκρεμότης ἀνακοιτούται τῆς Κατάγκας ἐπέφερε σήμερον συμφωνίαν, ὑπογραφεῖσαν ὑπό τοῦ Μωϊσῆ Τσομπέ καὶ τῆς κυβερνήσεως εἰς Λεοπολδβίλ, κατὰ τὴν ὁποίαν λογίζον ὅτι ὁ Τσομπέ δὲν ἦτο ὁ λεύθερος πρόσωπον τὴν ἐποχὴν ἐκείνην. Ἡ συμφωνία ἐπεγράφη τὴν 24ην Ἰουνίου, ὀλίγας ὥρας πρό τοῦ ἀποφυλακίσῃ τοῦ Τσομπέ ἐκ τῶν δυνάμεων κρατήσεως. Ὁ πρόεδρος τῆς Βουλῆς τῶν: [17, 116, 208, 231]
- masthead-divider: [17, 34, 1476, 35]
- ad-footer-1: Τὸ ραντεβοῦ τῶν Ἀλεξανδρινῶν: [930, 2428, 1040, 2438]
- article-university: Ἡ Μανσοῦρα ἀπέκτησε πανεπιστήμιον, τὸ ὁποῖον καὶ θὰ λειτουργήσῃ τὸ προσεχὲς σχολικὸν ἔτος. Θὰ διαιτᾶ σὲ ἀπαρχῆς ἡ ἰατρικὴ σχολὴ τοῦ ἀριθμὸν φοιτητῶν, εἰκοσιδημιουργιῶν καθὼς καὶ σολλὰ τεχνογνωστὰ εἰδικότητας.: [17, 1355, 109, 1439]
- chronika-banner: [17, 1163, 208, 1195]
- subhead-denial: Διάψευσις: [866, 1961, 1104, 1982]
- divider: [17, 382, 208, 383]
- lower-col-4: [857, 1757, 1104, 2464]
- article-hassouna: ΚΟΒΕ·Ι·Τ 4 (Ρ.).— Χιλιάδες Ἀράβων τοῦ Κοβέϊτ, ἐπευφήμησαν σήμερον τὸν Γενικὸν Γραμματέα τοῦ Ἀραβικοῦ Συνδέσμου κ. Ἀμπντὲλ Χαλὲκ Χασσούνα, κατὰ τὴν ἄφιξίν του εἰς τὸ ἀεροδρόμιον. Ὁ κ. Χασσούνα ἐδήλωσεν, ὅτι ἦλθε διὰ νὰ μελετήσῃ τὴν κατάστασιν καὶ νὰ ἐξετάσει τὸ αἴτημα τοῦ Κοβέϊτ διὰ ἔνταξιν εἰς τὸν Ἀραβικὸν Σύνδεσμον. Προσέθεσεν : «Ἔχω μεγάλας ἐλπίδας, ὅτι ἡ ἀραβικὴ ἀλληλεγγύη θὰ θριαμβεύσῃ». «Ἐλπίζω ὅτι δι' ὁ φιλικὸς τρόπος ἀνὰ θὰ ἀποφευχθῇ ἐπιθέσεις Συμβουλίου Ἀμύνης εἰς Κάϊρον».: [278, 1981, 559, 2079]
- headline-russian-planes: ΡΩΣΙΚΑ ΑΕΡΟΠΛΑΝΑ ΕΙΣ ΙΝΔΟΝΗΣΙΑΝ: [577, 2314, 848, 2349]
- issue-date: Τετάρτη 5 Ἰουλίου 1961: [1346, 13, 1477, 27]
- masthead-rule-left: [70, 14, 632, 25]
- article-parliament: ΛΟΝΔΙΝΟΝ, 4 (Ρ.).— Συντριπτικὸν μέλος τοῦ Κοινοβουλίου, ὁ κ. Τζέσκιν Λάμπτον, ἐρώτησε τὸν Ὑπουργὸν περὶ τῶν ἀποφάσεων τῶν Ἡνωμένων Ἐθνῶν εἰς τὸ Βρεττανικὸν Τραπέζας καὶ ἐδήλωσεν ὅτι πάντα ἔχουν μειωθεῖν ἐπιτρέψουν ἐπὶ τοῦ ἰσοζυγίου νομίσματος. Ὁ κ. Κάμπτορφ ἠρώτησε τὸν Ὑπουργὸν τοῦ Θησαυροφυλακίου κ. Σέλγουϊν Λόυντ, ἐὰν θὰ ἦτο δυνατὸν νὰ βεβαιώσῃ ὅτι ἡ κυβέρνησις τοῦ Κοβέϊτ ἔχει ἀναλάβει τὴν ὑποχρέωσιν νὰ καταθέσῃ τὰ ἀποθέματα εἰς τὴν λίραν στερλίναν καὶ ὅτι δὲν θὰ ζητήσει τὴν μετατροπήν των. Ὁ κ. Λόυντ ἀπήντησε ὅτι τὰ χρήματα τοῦ Κοβέϊτ θὰ παραμείνουν εἰς στερλίνας καὶ ἐπίσης ὅτι ἡ κυβέρνησις τοῦ Κοβέϊτ θὰ ἐξακολουθήσῃ νὰ διατηρῇ τοὺς δεσμούς της μὲ τὸ Βρεττανικὸν νόμισμα. Ἡ συζήτησις ἐξακολούθησε ἐπὶ μίαν καὶ ἡμίσειαν ὥραν.: [278, 1800, 559, 1950]
- article-queen: ΛΟΝΔΙΝΟΝ, 3 (Ρ.).— Ἡ Βασίλισσα τῶν Ἑλλήνων ἐπῆλθε 12 σιγαρετοθήκας ἐκ χρυσοῦ, ἀξίας 2.860 στερλινῶν εἰς τὰς ὁποίας ἐχαράχθη ἀνάγλυφος. Μία σιγαρετοθήκη «φορεμένη» ἀπὸ τὴν Βασίλισσαν εἶναι ἔργον τοῦ Λονδίνου. Ὁ Κῶρα Φαρινῆς ἔχει καλλιτεχνικὴν ἀξίαν καὶ ἀποτελεῖ δῶρον πρὸς τὴν Βασιλικὴν Οἰκογένειαν. Μία σιγαρετοθήκη ἐδωρήθη εἰς τὸν Βρεττανὸν Πρωθυπουργὸν κατὰ τὴν ἐπίσκεψίν του εἰς Ἀθήνας, ἀξίας 45.000 στερλινῶν.: [866, 2092, 1104, 2196]
- headline-dictators-2: ΤΗΣ ΝΟΤΙΟΥ ΑΜΕΡΙΚΗΣ: [1335, 535, 1477, 567]
- headline-tomorrow-3: ἡ ἐπιχείρησις: [941, 1790, 1029, 1807]
- banner-line-2: ΕΝ ΜΕΣΩ ΣΦΟΔΡΑΣ ΑΜΜΟΘΥΕΛΛΗΣ ΚΑΙ ΚΑΥΣΩΝΟΣ ΟΙ ΒΡΕΤΤΑΝΟΙ ΑΛΕΞΙΠΤΩΤΙΣΤΑΙ: [274, 1687, 1219, 1713]
- box-oil-wells: ΕΚΛΕΙΣΘΗΣΑΝ ΦΡΕΑΤΑ ΠΕΤΡΕΛΑΙΟΥ: [17, 1200, 108, 1244]
- ad-singer-name: ΦΟΥΛΒΙΟΣ: [941, 2405, 1029, 2420]
- banner-line-1: ΑΥΡΙΟΝ ΑΝΑΜΕΝΕΤΑΙ Η ΣΥΜΠΛΗΡΩΣΙΣ ΤΗΣ ΕΠΙΧΕΙΡΗΣΕΩΣ ΤΩΝ ΣΥΓΚΕΝΤΡΩΣΕΩΝ: [285, 1659, 1208, 1685]
- headline-algeria-1: ΚΡΙΣΙΜΟΣ Η ΣΗΜΕΡΙΝΗ ΗΜΕΡΑ ΕΙΣ ΤΟ ΑΛΓΕΡΙΟΝ: [489, 40, 1054, 66]
- top-zone: [17, 40, 1476, 1643]
- headline-congo-2: ΕΙΣ ΤΗΝ ΠΕΡΙΟΧΗΝ ΤΟΥ ΚΟΓΚΟ: [17, 74, 208, 111]
- article-russian-planes: ΤΖΑΚΑΡΤΑ, 3 (Ρ.).— Τὰ πρῶτα ἐκ τῶν σοβιετικῶν ἀεροπλάνων τὰ ὁποῖα ἠγοράσθησαν ὑπὸ τῆς Ἰνδονησίας, ἔφθασαν σήμερον. Πρόκειται περὶ βομβαρδιστικῶν μακρᾶς ἀκτῖνος δράσεως. Ἡ παράδοσις τῶν ὑπολοίπων ἀεροσκαφῶν θὰ ὁλοκληρωθῇ ἐντὸς τοῦ ἔτους.: [577, 2354, 848, 2414]
- left-column: [17, 40, 217, 1643]
- subhead-official-announcement: Ἡ ἐπίσημος ἀγγελία: [577, 1975, 848, 1996]
